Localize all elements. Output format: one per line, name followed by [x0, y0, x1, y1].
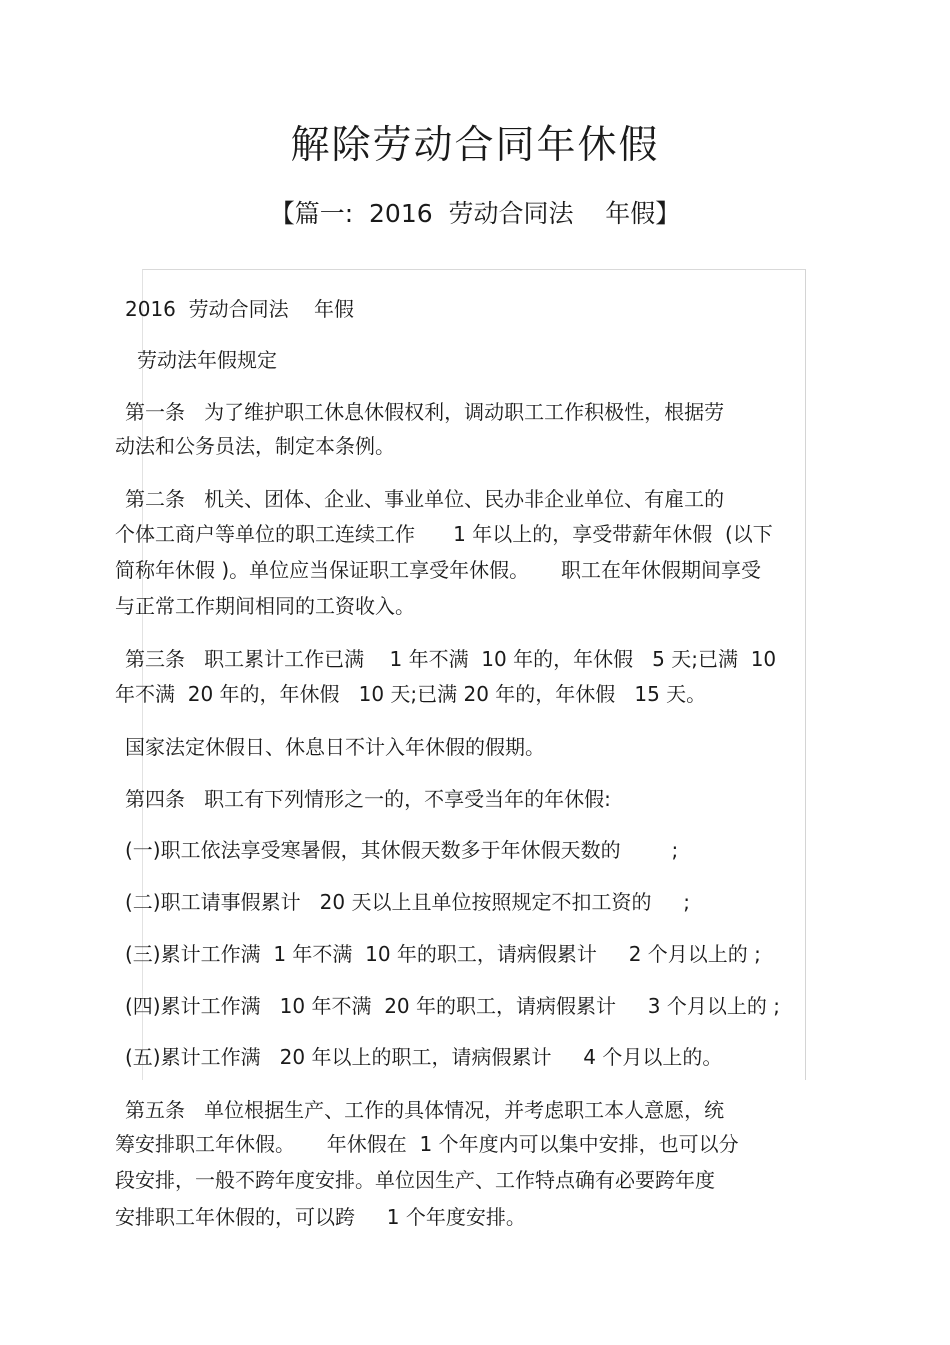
article-5-line-4: 安排职工年休假的，可以跨 1 个年度安排。 — [115, 1205, 526, 1229]
article-4: 第四条 职工有下列情形之一的，不享受当年的年休假: — [125, 787, 611, 811]
list-item: (五)累计工作满 20 年以上的职工，请病假累计 4 个月以上的。 — [125, 1045, 723, 1069]
article-5-line-3: 段安排，一般不跨年度安排。单位因生产、工作特点确有必要跨年度 — [115, 1168, 715, 1192]
list-item: (三)累计工作满 1 年不满 10 年的职工，请病假累计 2 个月以上的 ; — [125, 942, 761, 966]
page-title: 解除劳动合同年休假 — [290, 123, 660, 168]
article-2-line-1: 第二条 机关、团体、企业、事业单位、民办非企业单位、有雇工的 — [125, 487, 725, 511]
article-2-line-4: 与正常工作期间相同的工资收入。 — [115, 594, 415, 618]
article-1-line-2: 动法和公务员法，制定本条例。 — [115, 434, 395, 458]
article-2-line-3: 简称年休假 )。单位应当保证职工享受年休假。 职工在年休假期间享受 — [115, 558, 761, 582]
holiday-note: 国家法定休假日、休息日不计入年休假的假期。 — [125, 735, 545, 759]
chapter-subtitle: 【篇一: 2016 劳动合同法 年假】 — [269, 199, 681, 228]
article-3-line-1: 第三条 职工累计工作已满 1 年不满 10 年的，年休假 5 天;已满 10 — [125, 647, 777, 671]
article-2-line-2: 个体工商户等单位的职工连续工作 1 年以上的，享受带薪年休假 (以下 — [115, 522, 773, 546]
list-item: (四)累计工作满 10 年不满 20 年的职工，请病假累计 3 个月以上的 ; — [125, 994, 780, 1018]
list-item: (一)职工依法享受寒暑假，其休假天数多于年休假天数的 ; — [125, 838, 679, 862]
article-1-line-1: 第一条 为了维护职工休息休假权利，调动职工工作积极性，根据劳 — [125, 400, 725, 424]
section-heading: 2016 劳动合同法 年假 — [125, 297, 355, 321]
list-item: (二)职工请事假累计 20 天以上且单位按照规定不扣工资的 ; — [125, 890, 691, 914]
article-5-line-1: 第五条 单位根据生产、工作的具体情况，并考虑职工本人意愿，统 — [125, 1098, 725, 1122]
article-3-line-2: 年不满 20 年的，年休假 10 天;已满 20 年的，年休假 15 天。 — [115, 682, 707, 706]
section-subheading: 劳动法年假规定 — [137, 348, 277, 372]
article-5-line-2: 筹安排职工年休假。 年休假在 1 个年度内可以集中安排，也可以分 — [115, 1132, 739, 1156]
